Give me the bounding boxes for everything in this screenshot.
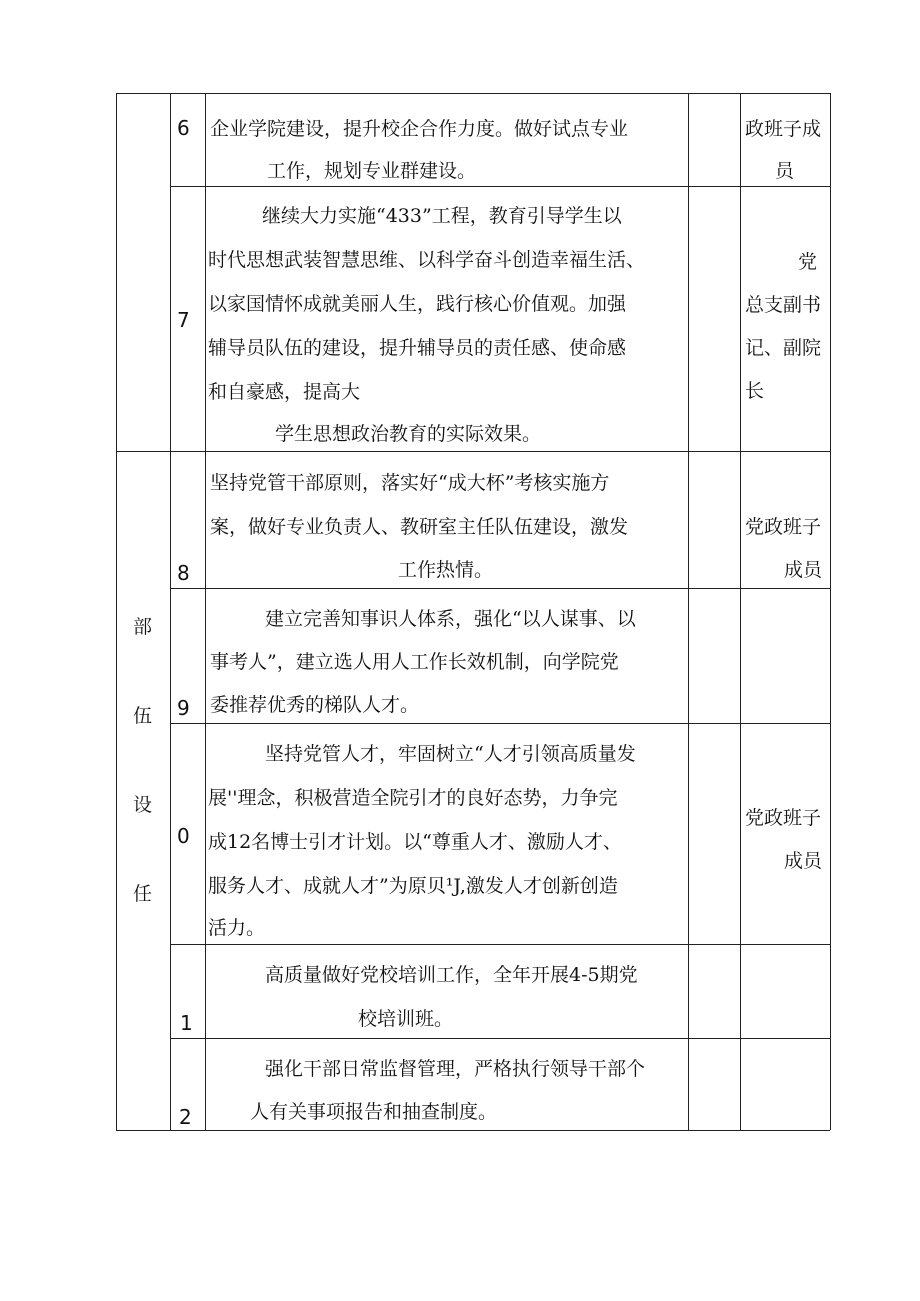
side-label-char: 部 [133, 616, 153, 638]
row-number: 1 [180, 1011, 193, 1035]
row-responsible-line: 党政班子 [745, 516, 822, 538]
row-number: 6 [177, 116, 190, 140]
row-content-line: 展''理念，积极营造全院引才的良好态势，力争完 [208, 787, 618, 809]
side-label-char: 设 [133, 794, 153, 816]
row-content-line: 委推荐优秀的梯队人才。 [210, 694, 420, 716]
side-label-char: 伍 [133, 705, 153, 727]
row-number: 0 [177, 824, 190, 848]
row-content-line: 活力。 [208, 917, 266, 939]
row-content-line: 事考人”，建立选人用人工作长效机制，向学院党 [210, 651, 619, 673]
row-number: 9 [177, 696, 190, 720]
row-responsible-line: 员 [775, 160, 795, 182]
row-content-line: 坚持党管干部原则，落实好“成大杯”考核实施方 [210, 472, 610, 494]
row-content-line: 校培训班。 [358, 1008, 454, 1030]
side-label-char: 任 [133, 883, 153, 905]
row-content-line: 工作，规划专业群建设。 [267, 160, 477, 182]
row-number: 8 [177, 561, 190, 585]
row-responsible-line: 党 [798, 251, 818, 273]
row-responsible-line: 总支副书 [745, 294, 822, 316]
row-content-line: 以家国情怀成就美丽人生，践行核心价值观。加强 [208, 293, 627, 315]
row-content-line: 企业学院建设，提升校企合作力度。做好试点专业 [210, 118, 629, 140]
row-content-line: 建立完善知事识人体系，强化“以人谋事、以 [265, 608, 636, 630]
row-content-line: 辅导员队伍的建设，提升辅导员的责任感、使命感 [208, 337, 627, 359]
row-content-line: 继续大力实施“433”工程，教育引导学生以 [262, 205, 622, 227]
row-content-line: 强化干部日常监督管理，严格执行领导干部个 [265, 1058, 646, 1080]
row-number: 2 [179, 1105, 192, 1129]
row-content-line: 服务人才、成就人才”为原贝¹J,激发人才创新创造 [208, 875, 618, 897]
row-content-line: 学生思想政治教育的实际效果。 [275, 423, 542, 445]
row-content-line: 和自豪感，提高大 [208, 381, 361, 403]
row-number: 7 [177, 308, 190, 332]
row-content-line: 人有关事项报告和抽查制度。 [250, 1101, 498, 1123]
row-responsible-line: 记、副院 [745, 337, 822, 359]
row-responsible-line: 成员 [784, 850, 823, 872]
row-content-line: 案，做好专业负责人、教研室主任队伍建设，激发 [210, 516, 629, 538]
row-responsible-line: 党政班子 [745, 807, 822, 829]
row-content-line: 高质量做好党校培训工作，全年开展4-5期党 [265, 964, 638, 986]
row-content-line: 坚持党管人才，牢固树立“人才引领高质量发 [265, 743, 636, 765]
row-content-line: 成12名博士引才计划。以“尊重人才、激励人才、 [208, 831, 622, 853]
row-content-line: 时代思想武装智慧思维、以科学奋斗创造幸福生活、 [208, 249, 646, 271]
row-responsible-line: 长 [745, 380, 765, 402]
row-responsible-line: 政班子成 [745, 118, 822, 140]
row-content-line: 工作热情。 [398, 559, 494, 581]
row-responsible-line: 成员 [784, 559, 823, 581]
